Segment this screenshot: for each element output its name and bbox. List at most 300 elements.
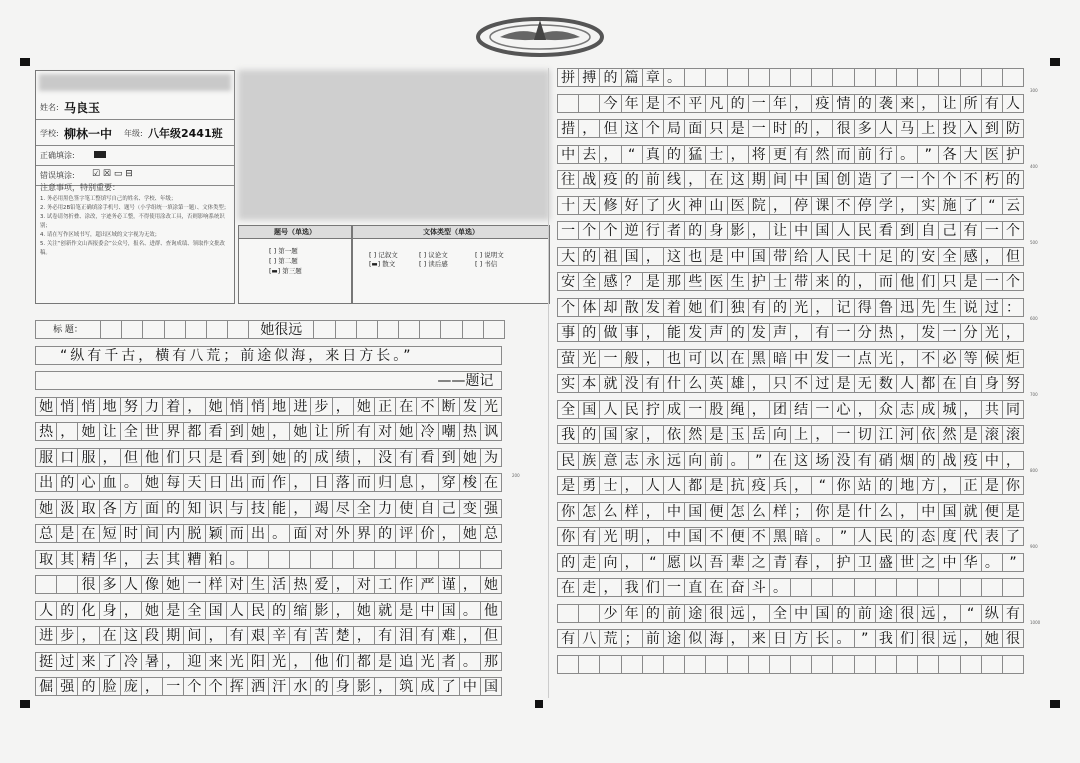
grid-cell: 城 (938, 400, 960, 419)
correct-fill-row (36, 145, 234, 166)
grid-row[interactable] (35, 524, 501, 543)
grid-cell: 她 (77, 422, 99, 441)
grid-cell: 是 (395, 601, 417, 620)
grid-row[interactable] (557, 119, 1023, 138)
grid-cell: 尽 (332, 499, 354, 518)
grid-cell: 到 (247, 448, 269, 467)
grid-cell: 人 (226, 601, 248, 620)
grid-cell: 局 (663, 119, 685, 138)
topic-option-1[interactable]: [ ] 第一题 (269, 247, 298, 255)
grid-cell: 然 (938, 425, 960, 444)
grid-row[interactable] (35, 652, 501, 671)
essay-title[interactable]: 她很远 (248, 320, 314, 339)
grid-cell: 脸 (99, 677, 121, 696)
grid-cell: 她 (141, 601, 163, 620)
grid-cell: ， (289, 473, 311, 492)
grid-cell: 迅 (896, 298, 918, 317)
grid-cell: 作 (268, 473, 290, 492)
grid-cell: 点 (854, 349, 876, 368)
grid-cell: 你 (557, 527, 579, 546)
grid-cell: 一 (748, 119, 770, 138)
grid-cell: 黑 (769, 527, 791, 546)
grid-cell: 一 (748, 94, 770, 113)
title-row[interactable] (35, 320, 504, 339)
grid-cell: 么 (748, 502, 770, 521)
corner-mark (1050, 58, 1060, 66)
epigraph-row[interactable] (35, 346, 501, 365)
grid-cell: 其 (56, 550, 78, 569)
grid-cell (960, 578, 982, 597)
grid-cell: 评 (395, 524, 417, 543)
grid-cell: 青 (769, 553, 791, 572)
grid-cell: 个 (1002, 221, 1024, 240)
grid-cell: 明 (621, 527, 643, 546)
grid-cell: 成 (663, 400, 685, 419)
grid-cell: 让 (310, 422, 332, 441)
grid-row[interactable] (557, 476, 1023, 495)
grid-cell: 在 (769, 451, 791, 470)
name-row (36, 93, 234, 120)
grid-cell (663, 655, 685, 674)
grid-cell: 依 (917, 425, 939, 444)
grid-row[interactable] (557, 629, 1023, 648)
grid-row[interactable] (557, 400, 1023, 419)
genre-option-letter[interactable]: [ ] 书信 (475, 260, 498, 268)
corner-mark (20, 58, 30, 66)
grid-cell: 中 (981, 451, 1003, 470)
grid-row[interactable] (35, 575, 501, 594)
grid-cell: 对 (353, 575, 375, 594)
grid-cell (395, 550, 417, 569)
grid-cell: ， (896, 349, 918, 368)
grid-cell: 生 (247, 575, 269, 594)
grid-cell: 价 (416, 524, 438, 543)
grid-cell: 大 (960, 145, 982, 164)
grid-cell: 她 (35, 499, 57, 518)
grid-cell: 筑 (395, 677, 417, 696)
grid-row[interactable] (557, 451, 1023, 470)
grid-cell: 表 (981, 527, 1003, 546)
grid-cell (121, 320, 143, 339)
grid-cell: 团 (769, 400, 791, 419)
grid-cell (206, 320, 228, 339)
grid-cell: 对 (226, 575, 248, 594)
grid-cell: ， (727, 629, 749, 648)
grid-cell: 志 (621, 451, 643, 470)
grid-cell: 有 (981, 94, 1003, 113)
grid-cell: 力 (374, 499, 396, 518)
grid-cell: 。 (811, 527, 833, 546)
grid-cell: 发 (459, 397, 481, 416)
word-count-mark: 300 (1030, 88, 1038, 93)
grid-row[interactable] (557, 272, 1023, 291)
word-count-mark: 800 (1030, 468, 1038, 473)
grid-cell: 远 (938, 629, 960, 648)
grid-cell: 搏 (578, 68, 600, 87)
grid-cell: 然 (811, 145, 833, 164)
grid-cell: 山 (705, 196, 727, 215)
grid-cell (356, 320, 378, 339)
word-count-mark: 600 (1030, 316, 1038, 321)
grid-cell: 向 (769, 425, 791, 444)
grid-cell: 有 (960, 221, 982, 240)
genre-option-narrative[interactable]: [ ] 记叙文 (369, 251, 398, 259)
grid-cell: 她 (459, 448, 481, 467)
grid-cell: 她 (981, 629, 1003, 648)
grid-row[interactable] (35, 397, 501, 416)
grid-cell: 期 (748, 170, 770, 189)
grid-cell: 心 (832, 400, 854, 419)
grid-row[interactable] (35, 422, 501, 441)
grid-cell: 中 (459, 677, 481, 696)
grid-cell: 样 (205, 575, 227, 594)
grid-cell: 必 (938, 349, 960, 368)
grid-cell: ， (917, 94, 939, 113)
genre-option-prose[interactable]: [▬] 散文 (369, 260, 396, 268)
grid-cell: 让 (769, 221, 791, 240)
grid-cell: 的 (599, 68, 621, 87)
grid-cell: 个 (183, 677, 205, 696)
grid-cell: 都 (917, 374, 939, 393)
grid-cell: ” (1002, 553, 1024, 572)
grid-cell: 变 (459, 499, 481, 518)
grid-cell (790, 578, 812, 597)
grid-cell: 光 (790, 298, 812, 317)
grid-cell: 汲 (56, 499, 78, 518)
grid-cell (100, 320, 122, 339)
grid-cell: 者 (663, 221, 685, 240)
grid-cell (247, 550, 269, 569)
grid-row[interactable] (557, 247, 1023, 266)
epigraph-source: ——题记 (35, 371, 502, 390)
genre-option-review[interactable]: [ ] 读后感 (419, 260, 448, 268)
corner-mark (20, 700, 30, 708)
grid-cell: 发 (917, 323, 939, 342)
grid-cell: 身 (332, 677, 354, 696)
grid-cell: 。 (268, 524, 290, 543)
grid-cell: 声 (705, 323, 727, 342)
grid-cell: 只 (938, 272, 960, 291)
grid-cell: 活 (268, 575, 290, 594)
grid-cell: 绩 (332, 448, 354, 467)
grid-row[interactable] (557, 94, 1023, 113)
grid-row[interactable] (557, 196, 1023, 215)
grid-cell (684, 655, 706, 674)
grid-cell (811, 68, 833, 87)
grid-cell: 所 (960, 94, 982, 113)
grid-cell (727, 68, 749, 87)
grid-cell: 一 (599, 349, 621, 368)
grid-cell: 八 (578, 629, 600, 648)
grid-cell (727, 655, 749, 674)
grid-row[interactable] (557, 655, 1023, 674)
grid-cell: ， (289, 499, 311, 518)
grid-cell: 个 (642, 119, 664, 138)
name-value[interactable]: 马良玉 (64, 101, 101, 115)
grid-cell: 华 (960, 553, 982, 572)
grid-cell: 十 (557, 196, 579, 215)
grid-cell: 人 (896, 374, 918, 393)
grid-cell: 化 (77, 601, 99, 620)
grid-cell: 成 (416, 677, 438, 696)
grid-cell: 行 (642, 221, 664, 240)
grid-row[interactable] (557, 374, 1023, 393)
grid-row[interactable] (35, 677, 501, 696)
grid-cell: 穿 (438, 473, 460, 492)
grid-cell: 便 (705, 502, 727, 521)
grid-cell: ， (205, 626, 227, 645)
grid-cell: ， (790, 94, 812, 113)
grid-cell: 国 (684, 527, 706, 546)
grid-cell: 你 (811, 502, 833, 521)
grid-cell: 己 (438, 499, 460, 518)
grid-cell: 都 (684, 476, 706, 495)
grid-cell: ， (459, 626, 481, 645)
grid-cell: 有 (1002, 604, 1024, 623)
grid-row[interactable] (557, 145, 1023, 164)
grid-cell: 为 (480, 448, 502, 467)
grid-cell: 华 (99, 550, 121, 569)
grid-cell: 措 (557, 119, 579, 138)
grid-cell: 讽 (480, 422, 502, 441)
grid-cell: ： (1002, 298, 1024, 317)
grid-cell (981, 68, 1003, 87)
grid-cell: 世 (896, 553, 918, 572)
genre-option-exposition[interactable]: [ ] 说明文 (475, 251, 504, 259)
grid-cell: 是 (705, 247, 727, 266)
grid-cell: ， (854, 272, 876, 291)
grid-cell: 拼 (557, 68, 579, 87)
grid-cell: 去 (578, 145, 600, 164)
grid-row[interactable] (35, 499, 501, 518)
grid-cell: 人 (1002, 94, 1024, 113)
grid-cell: 出 (226, 473, 248, 492)
grid-cell: 是 (642, 94, 664, 113)
grid-row[interactable] (35, 473, 501, 492)
grid-cell: 民 (557, 451, 579, 470)
grid-cell (960, 68, 982, 87)
grid-cell: 便 (981, 502, 1003, 521)
grid-row[interactable] (557, 527, 1023, 546)
grid-cell: 有 (226, 626, 248, 645)
grid-cell: 篇 (621, 68, 643, 87)
grid-cell: “ (811, 476, 833, 495)
epigraph-source-row[interactable] (35, 371, 501, 390)
grid-cell: 来 (811, 272, 833, 291)
grid-cell: 水 (289, 677, 311, 696)
grid-cell: 什 (663, 374, 685, 393)
grid-cell: 以 (684, 553, 706, 572)
grid-cell: 护 (1002, 145, 1024, 164)
grid-cell: 。 (459, 652, 481, 671)
grid-cell: 感 (960, 247, 982, 266)
corner-mark (1050, 700, 1060, 708)
grid-cell (1002, 578, 1024, 597)
grid-cell: 难 (438, 626, 460, 645)
grid-cell: 是 (642, 272, 664, 291)
grid-cell: 人 (811, 247, 833, 266)
grid-row[interactable] (35, 601, 501, 620)
grid-cell: 么 (599, 502, 621, 521)
grid-cell: 有 (353, 422, 375, 441)
grid-cell: 一 (811, 400, 833, 419)
grid-cell: 着 (162, 397, 184, 416)
grid-cell: 而 (353, 473, 375, 492)
grid-cell (35, 575, 57, 594)
grid-cell: 与 (226, 499, 248, 518)
grid-cell (790, 68, 812, 87)
grid-cell: 日 (769, 629, 791, 648)
grid-cell: 方 (790, 629, 812, 648)
grid-cell: 很 (917, 629, 939, 648)
grid-cell: 的 (310, 677, 332, 696)
grid-cell: 也 (684, 247, 706, 266)
grid-cell: 他 (141, 448, 163, 467)
grid-cell (832, 655, 854, 674)
grid-cell (483, 320, 505, 339)
grid-cell: 不 (790, 374, 812, 393)
grid-cell: 们 (642, 578, 664, 597)
grid-cell: 们 (896, 629, 918, 648)
grid-cell: 对 (310, 524, 332, 543)
grid-cell: 不 (416, 397, 438, 416)
grid-cell: 怎 (727, 502, 749, 521)
grid-cell: 成 (310, 448, 332, 467)
grid-cell: 数 (875, 374, 897, 393)
grid-cell (578, 655, 600, 674)
grid-cell: 她 (459, 524, 481, 543)
grid-cell: 来 (205, 652, 227, 671)
grid-cell: 场 (811, 451, 833, 470)
grid-cell: 冷 (120, 652, 142, 671)
grid-row[interactable] (557, 323, 1023, 342)
topic-option-2[interactable]: [ ] 第二题 (269, 257, 298, 265)
grid-cell: 这 (790, 451, 812, 470)
grid-cell: 国 (811, 604, 833, 623)
grade-value[interactable]: 八年级2441班 (148, 127, 223, 140)
grid-cell: 个 (599, 221, 621, 240)
grid-row[interactable] (35, 550, 501, 569)
grid-cell: 一 (981, 272, 1003, 291)
grid-row[interactable] (557, 221, 1023, 240)
grid-row[interactable] (557, 298, 1023, 317)
grid-cell: 她 (35, 397, 57, 416)
grid-row[interactable] (557, 578, 1023, 597)
genre-option-argument[interactable]: [ ] 议论文 (419, 251, 448, 259)
grid-cell: 作 (395, 575, 417, 594)
grid-cell: 没 (374, 448, 396, 467)
grid-cell (811, 655, 833, 674)
grid-cell: 向 (599, 553, 621, 572)
grid-cell: 身 (981, 374, 1003, 393)
grid-cell: ， (811, 298, 833, 317)
grid-cell: 今 (599, 94, 621, 113)
grid-cell: 凡 (705, 94, 727, 113)
title-label: 标 题： (35, 320, 101, 339)
word-count-mark: 500 (1030, 240, 1038, 245)
grid-cell: 就 (374, 601, 396, 620)
grid-cell: 努 (1002, 374, 1024, 393)
grid-cell: ， (896, 502, 918, 521)
school-value[interactable]: 柳林一中 (64, 127, 113, 141)
grid-cell: 颖 (205, 524, 227, 543)
grid-cell: 盛 (875, 553, 897, 572)
grid-cell: 勇 (578, 476, 600, 495)
topic-option-3[interactable]: [▬] 第三题 (269, 267, 302, 275)
grid-cell: 你 (832, 476, 854, 495)
grid-cell: 热 (875, 323, 897, 342)
grid-cell (398, 320, 420, 339)
grid-cell: 力 (141, 397, 163, 416)
grid-cell: 进 (289, 397, 311, 416)
grid-row[interactable] (557, 553, 1023, 572)
grid-cell (981, 655, 1003, 674)
grid-cell: 过 (56, 652, 78, 671)
wrong-label: 错误填涂: (40, 171, 75, 180)
grid-cell: 人 (875, 119, 897, 138)
grid-cell: 马 (896, 119, 918, 138)
grid-cell (938, 578, 960, 597)
grid-row[interactable] (557, 604, 1023, 623)
grid-cell: 般 (621, 349, 643, 368)
grid-cell: 投 (938, 119, 960, 138)
grid-row[interactable] (557, 68, 1023, 87)
grid-cell (917, 578, 939, 597)
grid-row[interactable] (35, 448, 501, 467)
grid-cell: 在 (705, 578, 727, 597)
grid-cell: 间 (769, 170, 791, 189)
grid-cell: 黑 (748, 349, 770, 368)
grid-cell: 她 (247, 422, 269, 441)
grid-cell: ， (332, 601, 354, 620)
grid-cell: 缩 (289, 601, 311, 620)
grid-row[interactable] (557, 425, 1023, 444)
grid-cell: 度 (938, 527, 960, 546)
grid-cell: 民 (621, 400, 643, 419)
grid-cell: 前 (663, 604, 685, 623)
grid-cell: 。 (226, 550, 248, 569)
grid-cell: 十 (854, 247, 876, 266)
grid-row[interactable] (557, 349, 1023, 368)
grid-cell: 远 (917, 604, 939, 623)
grid-cell: 时 (120, 524, 142, 543)
grid-cell: 精 (77, 550, 99, 569)
grid-row[interactable] (557, 502, 1023, 521)
grid-cell: 间 (183, 626, 205, 645)
grid-cell: ， (120, 601, 142, 620)
grid-row[interactable] (35, 626, 501, 645)
grid-cell: 卫 (854, 553, 876, 572)
grid-cell: 但 (1002, 247, 1024, 266)
grid-cell: 光 (480, 397, 502, 416)
grid-cell: 就 (960, 502, 982, 521)
grid-cell (896, 578, 918, 597)
grid-row[interactable] (557, 170, 1023, 189)
grid-cell: 影 (353, 677, 375, 696)
grid-cell: 光 (578, 349, 600, 368)
grid-cell: 天 (578, 196, 600, 215)
grid-cell: 嘲 (438, 422, 460, 441)
grid-cell: 岳 (748, 425, 770, 444)
grid-cell: 萤 (557, 349, 579, 368)
grid-cell: 是 (832, 374, 854, 393)
grid-cell: 而 (226, 524, 248, 543)
grid-cell (896, 655, 918, 674)
grid-cell: 她 (141, 473, 163, 492)
grid-cell: 辈 (727, 553, 749, 572)
grid-cell: 雄 (727, 374, 749, 393)
grid-cell: 一 (663, 578, 685, 597)
